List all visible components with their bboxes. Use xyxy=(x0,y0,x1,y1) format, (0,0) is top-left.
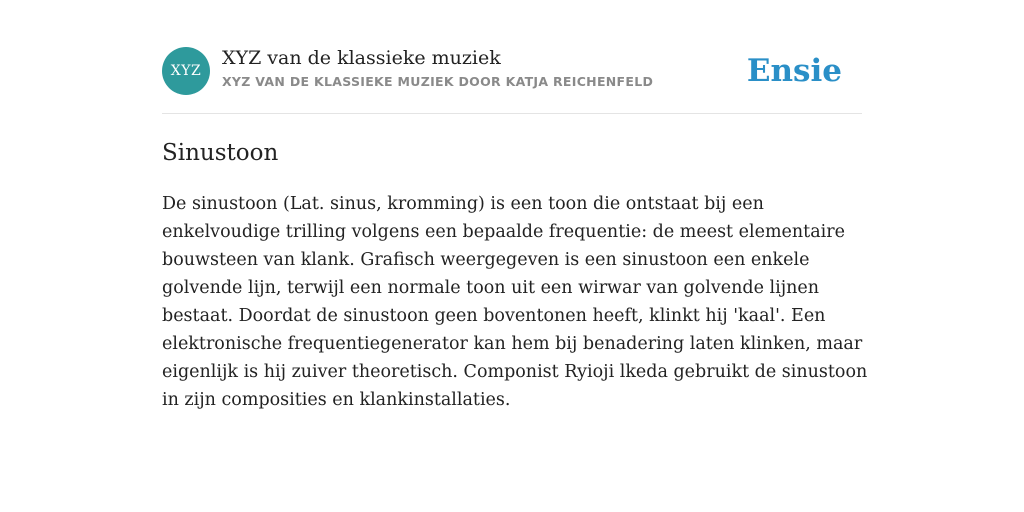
source-avatar[interactable]: XYZ xyxy=(162,47,210,95)
article-body: De sinustoon (Lat. sinus, kromming) is een toon die ontstaat bij een enkelvoudige trilling volgens een bepaalde frequentie: de meest elementaire bouwsteen van klank. Grafisch weergegeven is een sinustoon een enkele golvende lijn, terwijl een normale toon uit een wirwar van golvende lijnen bestaat. Doordat de sinustoon geen boventonen heeft, klinkt hij 'kaal'. Een elektronische frequentiegenerator kan hem bij benadering laten klinken, maar eigenlijk is hij zuiver theoretisch. Componist Ryioji lkeda gebruikt de sinustoon in zijn composities en klankinstallaties. xyxy=(162,194,868,410)
source-header xyxy=(162,46,862,114)
brand-logo[interactable]: Ensie xyxy=(746,53,842,89)
article-title: Sinustoon xyxy=(162,140,279,166)
source-title[interactable]: XYZ van de klassieke muziek xyxy=(222,47,501,69)
source-subtitle[interactable]: XYZ VAN DE KLASSIEKE MUZIEK DOOR KATJA REICHENFELD xyxy=(222,74,654,89)
